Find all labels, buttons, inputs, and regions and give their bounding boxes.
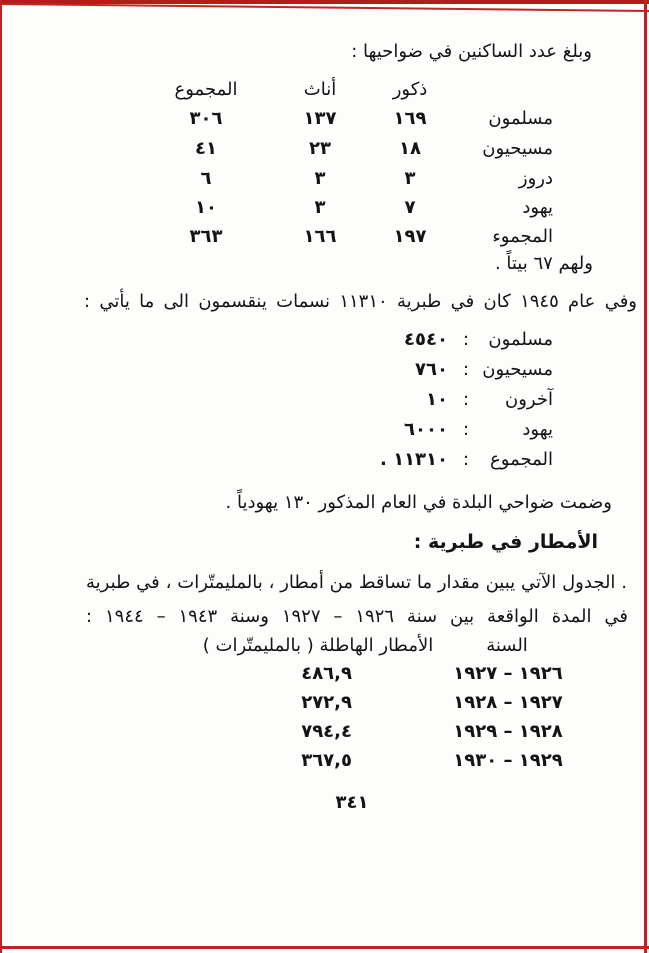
list-label: آخرون: [505, 389, 553, 410]
list-separator: :: [462, 359, 470, 380]
list-value: ٤٥٤٠: [404, 329, 448, 350]
list-item: [0, 326, 649, 354]
females-value: ١٣٧: [303, 108, 337, 129]
houses-note-line: ولهم ٦٧ بيتاً .: [494, 253, 593, 274]
table-row: [0, 105, 649, 133]
table-header-row: [0, 76, 649, 104]
males-value: ٣: [404, 168, 416, 189]
page-border-top-inner-rule: [0, 3, 649, 13]
year-range-value: ١٩٢٩ – ١٩٣٠: [453, 750, 563, 771]
males-column-header: ذكور: [392, 79, 428, 100]
list-label: المجموع: [490, 449, 553, 470]
list-value: ٦٠٠٠: [404, 419, 448, 440]
row-label: المجموء: [492, 226, 553, 247]
list-label: يهود: [522, 419, 553, 440]
rainfall-paragraph-line-2: في المدة الواقعة بين سنة ١٩٢٦ – ١٩٢٧ وسنة ١٩٤٣ – ١٩٤٤ :: [86, 606, 628, 627]
rainfall-value: ٣٦٧,٥: [301, 750, 352, 771]
row-label: مسلمون: [488, 108, 553, 129]
males-value: ١٨: [399, 138, 421, 159]
row-label: مسيحيون: [482, 138, 553, 159]
list-separator: :: [462, 389, 470, 410]
list-value: ١١٣١٠ .: [379, 449, 448, 470]
total-value: ٤١: [195, 138, 217, 159]
table-row: [0, 165, 649, 193]
females-value: ٣: [314, 197, 326, 218]
rainfall-column-header: الأمطار الهاطلة ( بالمليمتّرات ): [202, 635, 434, 656]
total-value: ٣٠٦: [189, 108, 223, 129]
table-row: [0, 660, 649, 688]
year-range-value: ١٩٢٨ – ١٩٢٩: [453, 721, 563, 742]
total-value: ٣٦٣: [189, 226, 223, 247]
list-value: ١٠: [426, 389, 448, 410]
rainfall-value: ٧٩٤,٤: [301, 721, 352, 742]
males-value: ١٦٩: [393, 108, 427, 129]
females-value: ٣: [314, 168, 326, 189]
list-label: مسيحيون: [482, 359, 553, 380]
rainfall-value: ٤٨٦,٩: [301, 663, 352, 684]
year-column-header: السنة: [486, 635, 528, 656]
females-value: ١٦٦: [303, 226, 337, 247]
table-row: [0, 135, 649, 163]
year-range-value: ١٩٢٦ – ١٩٢٧: [453, 663, 563, 684]
rainfall-section-heading: الأمطار في طبرية :: [413, 531, 598, 553]
rainfall-paragraph-line-1: . الجدول الآتي يبين مقدار ما تساقط من أمطار ، بالمليمتّرات ، في طبرية: [86, 572, 627, 593]
census-1945-intro-line: وفي عام ١٩٤٥ كان في طبرية ١١٣١٠ نسمات ينقسمون الى ما يأتي :: [84, 291, 637, 312]
page-border-bottom: [0, 946, 649, 949]
table-header-row: [0, 632, 649, 660]
females-value: ٢٣: [309, 138, 331, 159]
list-item: [0, 416, 649, 444]
table-row: [0, 194, 649, 222]
table-row: [0, 747, 649, 775]
table-row: [0, 689, 649, 717]
list-item: [0, 356, 649, 384]
males-value: ٧: [404, 197, 416, 218]
females-column-header: أناث: [303, 79, 337, 100]
list-value: ٧٦٠: [415, 359, 448, 380]
page-number: ٣٤١: [335, 792, 369, 813]
list-separator: :: [462, 329, 470, 350]
list-separator: :: [462, 419, 470, 440]
list-label: مسلمون: [488, 329, 553, 350]
males-value: ١٩٧: [393, 226, 427, 247]
table-row: [0, 718, 649, 746]
total-value: ١٠: [195, 197, 217, 218]
total-column-header: المجموع: [174, 79, 238, 100]
list-total-item: [0, 446, 649, 474]
row-label: يهود: [522, 197, 553, 218]
rainfall-value: ٢٧٢,٩: [301, 692, 352, 713]
suburbs-intro-line: وبلغ عدد الساكنين في ضواحيها :: [351, 41, 592, 62]
row-label: دروز: [518, 168, 553, 189]
list-item: [0, 386, 649, 414]
list-separator: :: [462, 449, 470, 470]
suburbs-jews-note-line: وضمت ضواحي البلدة في العام المذكور ١٣٠ يهودياً .: [225, 492, 612, 513]
table-total-row: [0, 223, 649, 251]
total-value: ٦: [200, 168, 212, 189]
year-range-value: ١٩٢٧ – ١٩٢٨: [453, 692, 563, 713]
